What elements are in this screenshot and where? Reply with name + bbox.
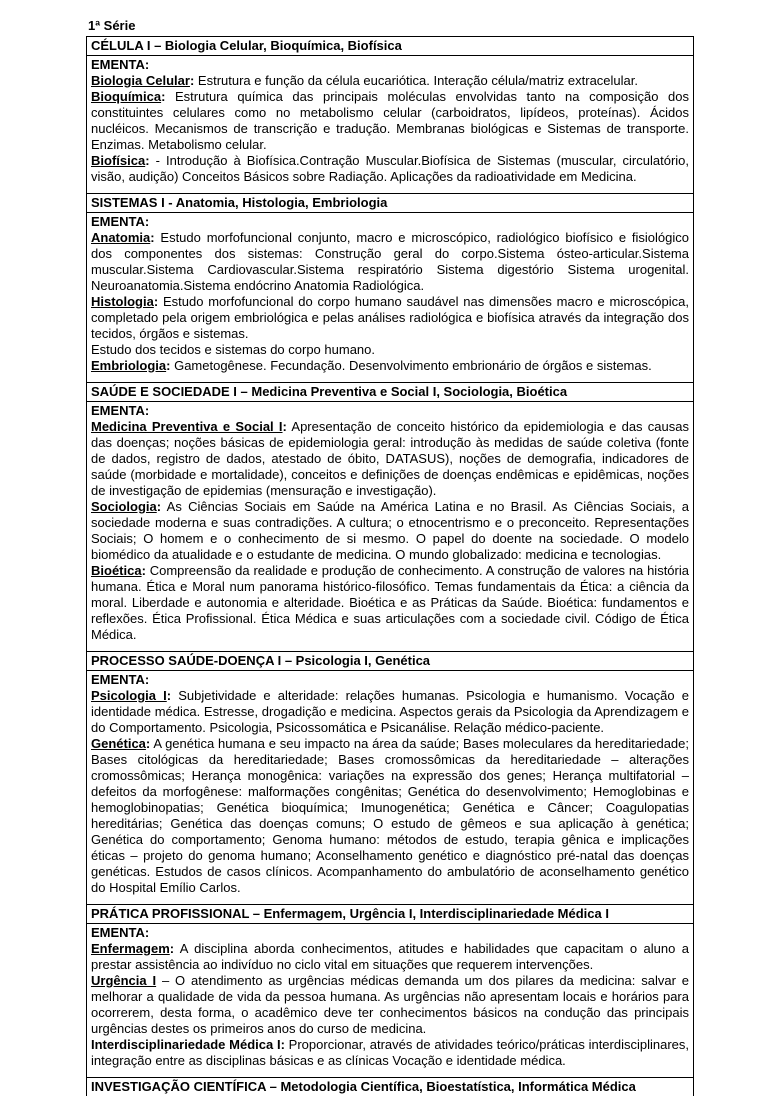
ementa-label: EMENTA:: [91, 672, 150, 687]
syllabus-paragraph: Anatomia: Estudo morfofuncional conjunto, macro e microscópico, radiológico biofísico e fisiológico dos componentes dos sistemas: Construção geral do corpo.Sistema ósteo-articular.Sistema muscular.Sistema Cardiovascular.Sistema respiratório Sistema digestório Sistema urogenital. Neuroanatomia.Sistema endócrino Anatomia Radiológica.: [91, 230, 689, 293]
syllabus-paragraph: Bioquímica: Estrutura química das principais moléculas envolvidas tanto na composição dos constituintes celulares como no metabolismo celular (carboidratos, lipídeos, proteínas). Ácidos nucléicos. Mecanismos de transcrição e tradução. Membranas biológicas e Sistemas de transporte. Enzimas. Metabolismo celular.: [91, 89, 689, 152]
discipline-name: Interdisciplinariedade Médica I: [91, 1037, 281, 1052]
discipline-description: - Introdução à Biofísica.Contração Muscular.Biofísica de Sistemas (muscular, circulatório, visão, audição) Conceitos Básicos sobre Radiação. Aplicações da radioatividade em Medicina.: [91, 153, 689, 184]
discipline-name: Bioética: [91, 563, 142, 578]
syllabus-paragraph: Histologia: Estudo morfofuncional do corpo humano saudável nas dimensões macro e microscópica, completado pela origem embriológica e pelas análises radiológica e biofísica através da integração dos tecidos, órgãos e sistemas.: [91, 294, 689, 341]
syllabus-paragraph: Sociologia: As Ciências Sociais em Saúde na América Latina e no Brasil. As Ciências Sociais, a sociedade moderna e suas contradições. A cultura; o etnocentrismo e o preconceito. Representações Sociais; O homem e o conhecimento de si mesmo. O papel do doente na sociedade. O modelo biomédico da atualidade e o estudante de medicina. O mundo globalizado: medicina e tecnologias.: [91, 499, 689, 562]
ementa-label: EMENTA:: [91, 214, 150, 229]
discipline-name: Biologia Celular: [91, 73, 190, 88]
discipline-description: – O atendimento as urgências médicas demanda um dos pilares da medicina: salvar e melhorar a qualidade de vida da pessoa humana. As urgências não apresentam locais e horários para ocorrerem, desta forma, o acadêmico deve ter conhecimentos básicos na condução das principais urgências destes os primeiros anos do curso de medicina.: [91, 973, 689, 1036]
ementa-label: EMENTA:: [91, 925, 150, 940]
discipline-description: Proporcionar, através de atividades teórico/práticas interdisciplinares, integração entre as disciplinas básicas e as clínicas Vocação e identidade médica.: [91, 1037, 690, 1068]
syllabus-paragraph: Genética: A genética humana e seu impacto na área da saúde; Bases moleculares da hereditariedade; Bases citológicas da hereditariedade; Bases cromossômicas da hereditariedade – alterações cromossômicas; Herança monogênica: variações na expressão dos genes; Herança multifatorial – defeitos da morfogênese: malformações congênitas; Genética do desenvolvimento; Hemoglobinas e hemoglobinopatias; Genética bioquímica; Imunogenética; Genética e Câncer; Coagulopatias hereditárias; Genética das doenças comuns; O estudo de gêmeos e sua aplicação à genética; Genética do comportamento; Genoma humano: métodos de estudo, terapia gênica e implicações éticas – projeto do genoma humano; Aconselhamento genético e diagnóstico pré-natal das doenças genéticas. Estudos de casos clínicos. Acompanhamento do ambulatório de aconselhamento genético do Hospital Emílio Carlos.: [91, 736, 689, 895]
discipline-description: As Ciências Sociais em Saúde na América Latina e no Brasil. As Ciências Sociais, a sociedade moderna e suas contradições. A cultura; o etnocentrismo e o preconceito. Representações Sociais; O homem e o conhecimento de si mesmo. O papel do doente na sociedade. O modelo biomédico da atualidade e o estudante de medicina. O mundo globalizado: medicina e tecnologias.: [91, 499, 689, 562]
discipline-name: Sociologia: [91, 499, 157, 514]
discipline-description: Gametogênese. Fecundação. Desenvolvimento embrionário de órgãos e sistemas.: [170, 358, 652, 373]
section-title: PRÁTICA PROFISSIONAL – Enfermagem, Urgência I, Interdisciplinariedade Médica I: [87, 904, 693, 924]
section-title: INVESTIGAÇÃO CIENTÍFICA – Metodologia Científica, Bioestatística, Informática Médica: [87, 1077, 693, 1096]
discipline-name: Medicina Preventiva e Social I: [91, 419, 283, 434]
section-title: CÉLULA I – Biologia Celular, Bioquímica, Biofísica: [87, 36, 693, 56]
discipline-name: Genética: [91, 736, 146, 751]
ementa-label: EMENTA:: [91, 57, 150, 72]
syllabus-paragraph: Biofísica: - Introdução à Biofísica.Contração Muscular.Biofísica de Sistemas (muscular, circulatório, visão, audição) Conceitos Básicos sobre Radiação. Aplicações da radioatividade em Medicina.: [91, 153, 689, 184]
discipline-description: Compreensão da realidade e produção de conhecimento. A construção de valores na história humana. Ética e Moral num panorama histórico-filosófico. Temas fundamentais da Ética: a ciência da moral. Liberdade e autonomia e alteridade. Bioética e as Práticas da Saúde. Bioética: fundamentos e reflexões. Ética Profissional. Ética Médica e suas articulações com a sociedade civil. Código de Ética Médica.: [91, 563, 689, 642]
ementa-label: EMENTA:: [91, 403, 150, 418]
section-body: [87, 671, 693, 904]
section-body: [87, 402, 693, 651]
syllabus-paragraph: [91, 342, 689, 358]
discipline-description: Subjetividade e alteridade: relações humanas. Psicologia e humanismo. Vocação e identidade médica. Estresse, drogadição e medicina. Aspectos gerais da Psicologia da Aprendizagem e do Comportamento. Psicologia, Psicossomática e Psicanálise. Relação médico-paciente.: [91, 688, 689, 735]
discipline-name: Anatomia: [91, 230, 151, 245]
syllabus-paragraph: Enfermagem: A disciplina aborda conhecimentos, atitudes e habilidades que capacitam o aluno a prestar assistência ao indivíduo no ciclo vital em situações que requerem intervenções.: [91, 941, 689, 972]
section-body: [87, 924, 693, 1077]
page-series-label: 1ª Série: [88, 18, 136, 33]
discipline-name: Biofísica: [91, 153, 146, 168]
discipline-description: Estudo morfofuncional conjunto, macro e microscópico, radiológico biofísico e fisiológico dos componentes dos sistemas: Construção geral do corpo.Sistema ósteo-articular.Sistema muscular.Sistema Cardiovascular.Sistema respiratório Sistema digestório Sistema urogenital. Neuroanatomia.Sistema endócrino Anatomia Radiológica.: [91, 230, 689, 293]
discipline-description: Estudo morfofuncional do corpo humano saudável nas dimensões macro e microscópica, completado pela origem embriológica e pelas análises radiológica e biofísica através da integração dos tecidos, órgãos e sistemas.: [91, 294, 689, 341]
discipline-description: A genética humana e seu impacto na área da saúde; Bases moleculares da hereditariedade; Bases citológicas da hereditariedade; Bases cromossômicas da hereditariedade – alterações cromossômicas; Herança monogênica: variações na expressão dos genes; Herança multifatorial – defeitos da morfogênese: malformações congênitas; Genética do desenvolvimento; Hemoglobinas e hemoglobinopatias; Genética bioquímica; Imunogenética; Genética e Câncer; Coagulopatias hereditárias; Genética das doenças comuns; O estudo de gêmeos e sua aplicação à genética; Genética do comportamento; Genoma humano: métodos de estudo, terapia gênica e implicações éticas – projeto do genoma humano; Aconselhamento genético e diagnóstico pré-natal das doenças genéticas. Estudos de casos clínicos. Acompanhamento do ambulatório de aconselhamento genético do Hospital Emílio Carlos.: [91, 736, 689, 895]
section-title: PROCESSO SAÚDE-DOENÇA I – Psicologia I, Genética: [87, 651, 693, 671]
section-body: [87, 213, 693, 382]
syllabus-paragraph: Embriologia: Gametogênese. Fecundação. Desenvolvimento embrionário de órgãos e sistemas.: [91, 358, 652, 373]
discipline-name: Urgência I: [91, 973, 157, 988]
discipline-name: Enfermagem: [91, 941, 170, 956]
discipline-description: Estrutura química das principais moléculas envolvidas tanto na composição dos constituintes celulares como no metabolismo celular (carboidratos, lipídeos, proteínas). Ácidos nucléicos. Mecanismos de transcrição e tradução. Membranas biológicas e Sistemas de transporte. Enzimas. Metabolismo celular.: [91, 89, 689, 152]
syllabus-paragraph: Medicina Preventiva e Social I: Apresentação de conceito histórico da epidemiologia e das causas das doenças; noções básicas de epidemiologia geral: introdução às medidas de saúde coletiva (fonte de dados, registro de dados, atestado de óbito, DATASUS), noções de demografia, indicadores de saúde (morbidade e mortalidade), conceitos e definições de doenças endêmicas e epidêmicas, noções de investigação de epidemias (mensuração e investigação).: [91, 419, 689, 498]
syllabus-paragraph: Bioética: Compreensão da realidade e produção de conhecimento. A construção de valores na história humana. Ética e Moral num panorama histórico-filosófico. Temas fundamentais da Ética: a ciência da moral. Liberdade e autonomia e alteridade. Bioética e as Práticas da Saúde. Bioética: fundamentos e reflexões. Ética Profissional. Ética Médica e suas articulações com a sociedade civil. Código de Ética Médica.: [91, 563, 689, 642]
discipline-description: Estrutura e função da célula eucariótica. Interação célula/matriz extracelular.: [194, 73, 638, 88]
syllabus-paragraph: Psicologia I: Subjetividade e alteridade: relações humanas. Psicologia e humanismo. Vocação e identidade médica. Estresse, drogadição e medicina. Aspectos gerais da Psicologia da Aprendizagem e do Comportamento. Psicologia, Psicossomática e Psicanálise. Relação médico-paciente.: [91, 688, 689, 735]
discipline-description: Estudo dos tecidos e sistemas do corpo humano.: [91, 342, 375, 357]
syllabus-paragraph: Biologia Celular: Estrutura e função da célula eucariótica. Interação célula/matriz extracelular.: [91, 73, 638, 88]
section-title: SAÚDE E SOCIEDADE I – Medicina Preventiva e Social I, Sociologia, Bioética: [87, 382, 693, 402]
discipline-name: Embriologia: [91, 358, 167, 373]
section-title: SISTEMAS I - Anatomia, Histologia, Embriologia: [87, 193, 693, 213]
discipline-name: Bioquímica: [91, 89, 162, 104]
discipline-name: Histologia: [91, 294, 154, 309]
discipline-description: A disciplina aborda conhecimentos, atitudes e habilidades que capacitam o aluno a prestar assistência ao indivíduo no ciclo vital em situações que requerem intervenções.: [91, 941, 689, 972]
syllabus-table: [86, 36, 694, 1096]
syllabus-paragraph: Interdisciplinariedade Médica I: Proporcionar, através de atividades teórico/práticas interdisciplinares, integração entre as disciplinas básicas e as clínicas Vocação e identidade médica.: [91, 1037, 690, 1068]
discipline-description: Apresentação de conceito histórico da epidemiologia e das causas das doenças; noções básicas de epidemiologia geral: introdução às medidas de saúde coletiva (fonte de dados, registro de dados, atestado de óbito, DATASUS), noções de demografia, indicadores de saúde (morbidade e mortalidade), conceitos e definições de doenças endêmicas e epidêmicas, noções de investigação de epidemias (mensuração e investigação).: [91, 419, 689, 498]
section-body: [87, 56, 693, 193]
discipline-name: Psicologia I: [91, 688, 167, 703]
syllabus-paragraph: [91, 973, 689, 1037]
